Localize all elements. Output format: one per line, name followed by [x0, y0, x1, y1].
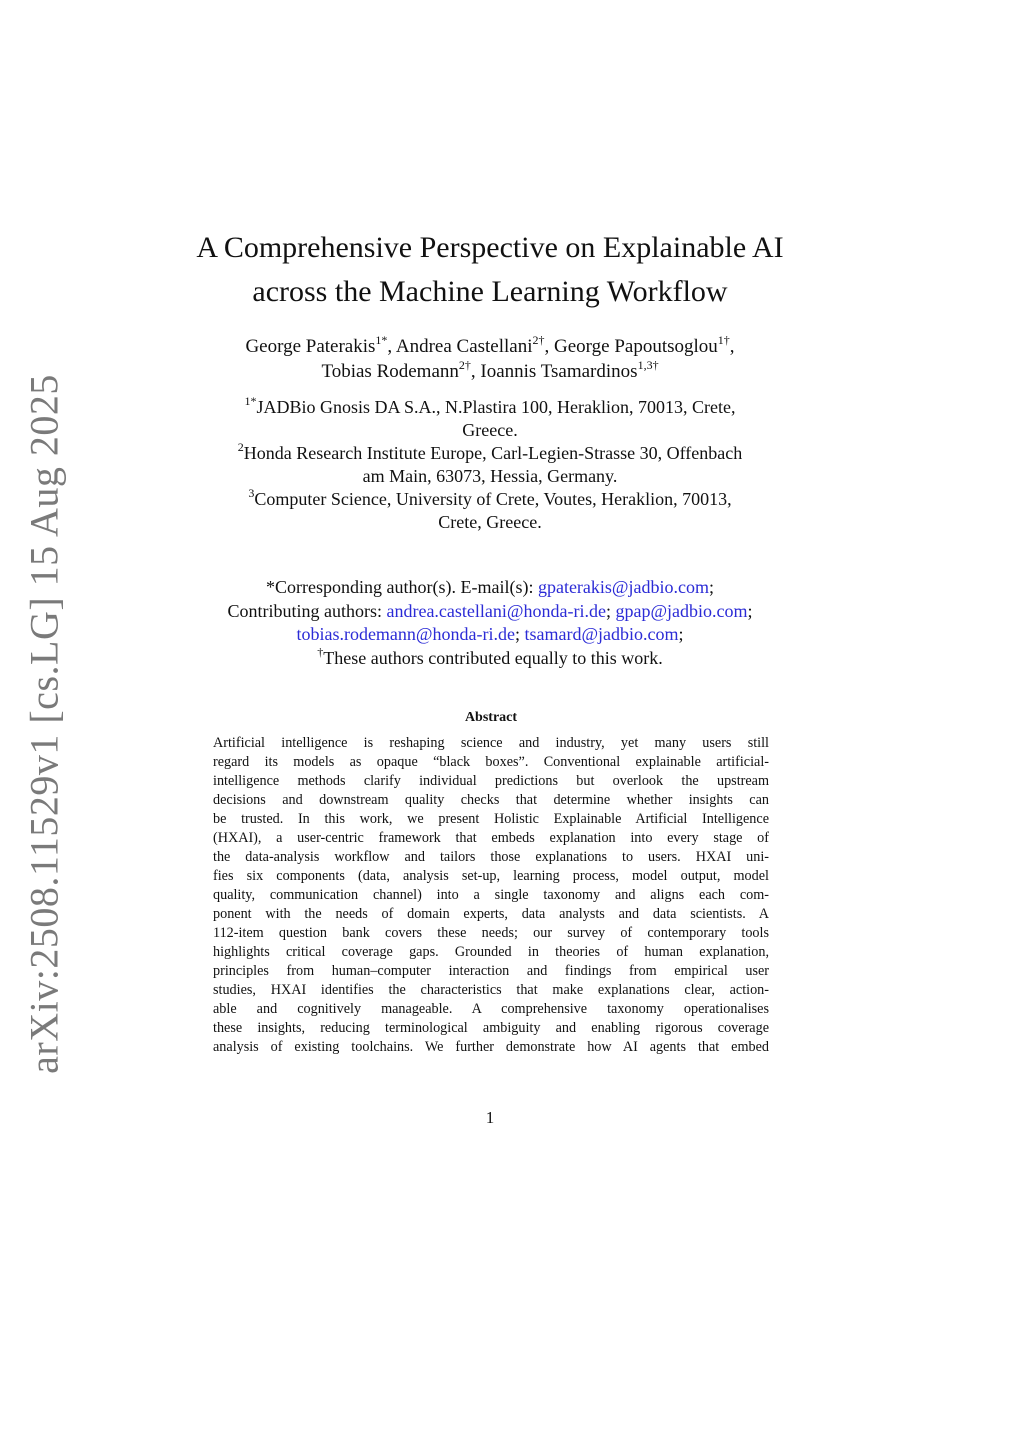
abstract-body: [213, 734, 769, 1057]
abstract-line: analysis of existing toolchains. We further demonstrate how AI agents that embed: [213, 1039, 769, 1055]
email-link-rodemann[interactable]: tobias.rodemann@honda-ri.de: [296, 624, 515, 644]
abstract-line: quality, communication channel) into a single taxonomy and aligns each com-: [213, 887, 769, 903]
abstract-heading: Abstract: [464, 710, 518, 725]
abstract-line: Artificial intelligence is reshaping science and industry, yet many users still: [213, 735, 769, 751]
author-list: [170, 334, 810, 384]
abstract-line: regard its models as opaque “black boxes”. Conventional explainable artificial-: [213, 754, 769, 770]
author-affiliation-mark: 1*: [375, 332, 388, 347]
author-name: George Paterakis: [245, 336, 376, 357]
abstract-line: principles from human–computer interaction and findings from empirical user: [213, 963, 769, 979]
arxiv-identifier-stamp: arXiv:2508.11529v1 [cs.LG] 15 Aug 2025: [21, 374, 67, 1074]
contributing-authors-line: Contributing authors: andrea.castellani@honda-ri.de; gpap@jadbio.com;: [227, 600, 753, 621]
abstract-line: the data-analysis workflow and tailors those explanations to users. HXAI uni-: [213, 849, 769, 865]
affiliation-2-line-2: am Main, 63073, Hessia, Germany.: [362, 466, 618, 486]
email-link-corresponding[interactable]: gpaterakis@jadbio.com: [537, 577, 709, 597]
author-affiliation-mark: 2†: [458, 357, 471, 372]
author-name: Tobias Rodemann: [321, 361, 459, 382]
abstract-line: highlights critical coverage gaps. Grounded in theories of human explanation,: [213, 944, 769, 960]
page-number: 1: [485, 1108, 495, 1127]
title-line-1: A Comprehensive Perspective on Explainable AI: [196, 231, 784, 264]
author-affiliation-mark: 1,3†: [637, 357, 659, 372]
author-affiliation-mark: 2†: [532, 332, 545, 347]
affiliation-3-line-1: $^3$Computer Science, University of Crete, Voutes, Heraklion, 70013,: [248, 486, 732, 509]
affiliation-mark: 1*: [244, 394, 257, 408]
author-line-1: George Paterakis$^{1*}$, Andrea Castellani$^{2\dagger}$, George Papoutsoglou$^{1\dagger}$,: [245, 332, 735, 357]
affiliation-mark: 2: [237, 440, 244, 454]
email-link-papoutsoglou[interactable]: gpap@jadbio.com: [615, 600, 748, 621]
author-name: Andrea Castellani: [395, 336, 533, 357]
abstract-line: decisions and downstream quality checks that determine whether insights can: [213, 792, 769, 808]
equal-contribution-note: †These authors contributed equally to this work.: [317, 644, 663, 668]
author-affiliation-mark: 1†: [717, 332, 730, 347]
affiliation-list: [190, 396, 790, 534]
email-link-tsamardinos[interactable]: tsamard@jadbio.com: [524, 624, 679, 644]
dagger-mark: †: [317, 644, 324, 659]
corresponding-author-line: *Corresponding author(s). E-mail(s): gpaterakis@jadbio.com;: [266, 577, 714, 597]
affiliation-mark: 3: [248, 486, 255, 500]
abstract-line: 112-item question bank covers these needs; our survey of contemporary tools: [213, 925, 769, 941]
abstract-line: fies six components (data, analysis set-up, learning process, model output, model: [213, 868, 769, 884]
contributing-authors-line-2: tobias.rodemann@honda-ri.de; tsamard@jadbio.com;: [296, 624, 684, 644]
correspondence-block: [150, 576, 830, 670]
title-line-2: across the Machine Learning Workflow: [252, 275, 728, 308]
paper-title: [170, 226, 810, 314]
email-link-castellani[interactable]: andrea.castellani@honda-ri.de: [386, 600, 606, 621]
abstract-line: intelligence methods clarify individual predictions but overlook the upstream: [213, 773, 769, 789]
abstract-line: studies, HXAI identifies the characteristics that make explanations clear, action-: [213, 982, 769, 998]
affiliation-3-line-2: Crete, Greece.: [438, 512, 542, 532]
affiliation-2-line-1: $^2$Honda Research Institute Europe, Carl-Legien-Strasse 30, Offenbach: [237, 440, 743, 463]
affiliation-1-line-1: $^{1*}$JADBio Gnosis DA S.A., N.Plastira 100, Heraklion, 70013, Crete,: [244, 394, 736, 417]
author-name: George Papoutsoglou: [554, 336, 718, 357]
affiliation-1-line-2: Greece.: [462, 420, 518, 440]
abstract-line: able and cognitively manageable. A comprehensive taxonomy operationalises: [213, 1001, 769, 1017]
abstract-line: these insights, reducing terminological ambiguity and enabling rigorous coverage: [213, 1020, 769, 1036]
abstract-line: (HXAI), a user-centric framework that embeds explanation into every stage of: [213, 830, 769, 846]
author-line-2: Tobias Rodemann$^{2\dagger}$, Ioannis Tsamardinos$^{1,3\dagger}$: [321, 357, 659, 382]
abstract-line: ponent with the needs of domain experts, data analysts and data scientists. A: [213, 906, 769, 922]
abstract-line: be trusted. In this work, we present Holistic Explainable Artificial Intelligence: [213, 811, 769, 827]
author-name: Ioannis Tsamardinos: [480, 361, 638, 382]
